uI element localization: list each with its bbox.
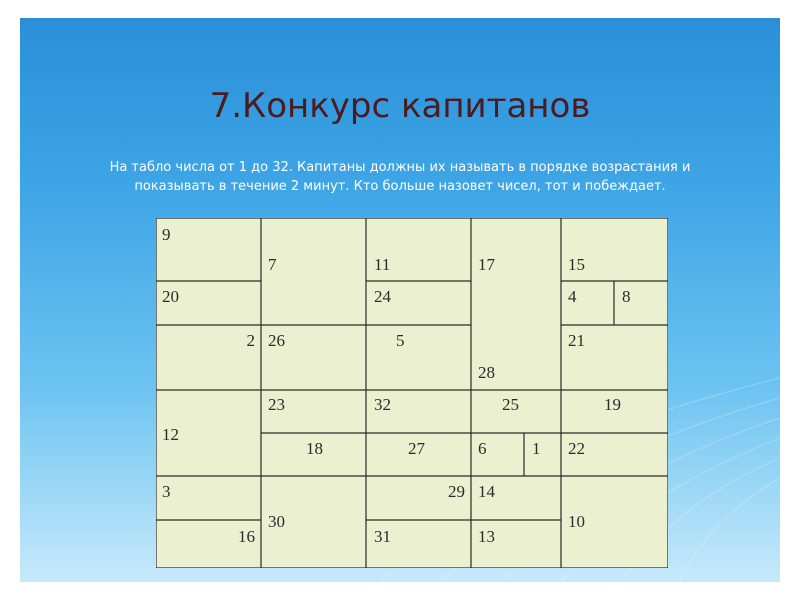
board-number: 19 [604, 395, 621, 414]
board-number: 17 [478, 255, 495, 274]
board-number: 13 [478, 527, 495, 546]
board-number: 8 [622, 287, 631, 306]
slide-title: 7.Конкурс капитанов [209, 86, 591, 126]
board-grid-lines [156, 218, 668, 568]
board-number: 16 [238, 527, 255, 546]
board-number: 15 [568, 255, 585, 274]
board-number: 9 [162, 225, 171, 244]
board-number: 5 [396, 331, 405, 350]
board-number: 10 [568, 512, 585, 531]
board-number: 18 [306, 439, 323, 458]
board-number: 20 [162, 287, 179, 306]
board-number: 12 [162, 425, 179, 444]
board-number: 4 [568, 287, 577, 306]
board-number: 23 [268, 395, 285, 414]
board-number: 29 [448, 482, 465, 501]
board-number: 30 [268, 512, 285, 531]
board-number: 21 [568, 331, 585, 350]
board-number: 6 [478, 439, 487, 458]
board-number: 27 [408, 439, 425, 458]
number-board [156, 218, 668, 568]
board-number: 14 [478, 482, 495, 501]
board-number: 28 [478, 363, 495, 382]
slide-subtitle: На табло числа от 1 до 32. Капитаны должны их называть в порядке возрастания и показывать в течение 2 минут. Кто больше назовет чисел, тот и побеждает. [109, 160, 691, 194]
board-number: 26 [268, 331, 285, 350]
board-number: 7 [268, 255, 277, 274]
board-number: 32 [374, 395, 391, 414]
board-number: 31 [374, 527, 391, 546]
board-number: 25 [502, 395, 519, 414]
board-number: 22 [568, 439, 585, 458]
board-number: 3 [162, 482, 171, 501]
board-number: 24 [374, 287, 391, 306]
board-number: 2 [246, 331, 255, 350]
board-number: 11 [374, 255, 391, 274]
board-number: 1 [532, 439, 541, 458]
